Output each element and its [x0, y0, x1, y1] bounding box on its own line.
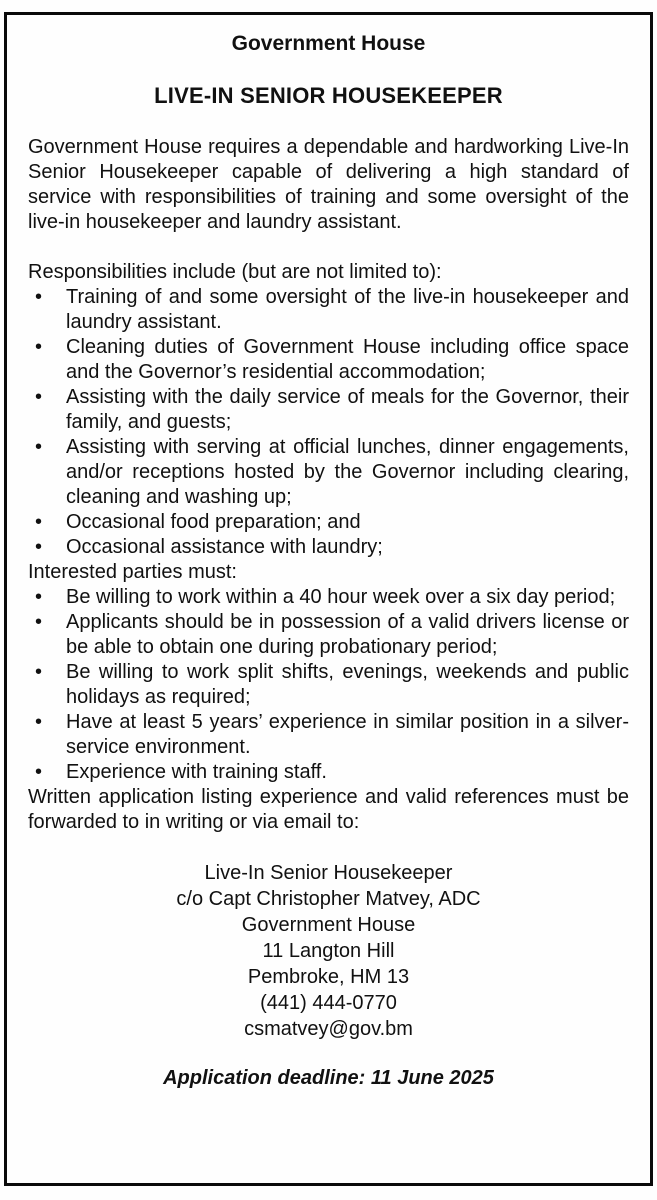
requirements-list [28, 585, 629, 785]
responsibility-item: • Assisting with serving at official lunches, dinner engagements, and/or receptions hosted by the Governor including clearing, cleaning and washing up; [28, 435, 629, 510]
requirements-heading: Interested parties must: [28, 561, 237, 583]
contact-line: (441) 444-0770 [260, 992, 397, 1014]
contact-line: c/o Capt Christopher Matvey, ADC [176, 888, 481, 910]
responsibility-item: • Occasional assistance with laundry; [28, 535, 629, 560]
responsibility-item: • Training of and some oversight of the live-in housekeeper and laundry assistant. [28, 285, 629, 335]
contact-line: Pembroke, HM 13 [247, 966, 410, 988]
responsibilities-list [28, 285, 629, 560]
requirement-item: • Have at least 5 years’ experience in similar position in a silver-service environment. [28, 710, 629, 760]
org-name: Government House [231, 32, 426, 55]
contact-line: csmatvey@gov.bm [244, 1018, 413, 1040]
requirement-item: • Experience with training staff. [28, 760, 629, 785]
contact-line: Live-In Senior Housekeeper [204, 862, 453, 884]
responsibilities-heading: Responsibilities include (but are not limited to): [28, 261, 442, 283]
contact-line: Government House [241, 914, 416, 936]
responsibility-item: • Assisting with the daily service of meals for the Governor, their family, and guests; [28, 385, 629, 435]
responsibility-item: • Occasional food preparation; and [28, 510, 629, 535]
contact-line: 11 Langton Hill [262, 940, 395, 962]
application-instructions: Written application listing experience and valid references must be forwarded to in writing or via email to: [28, 786, 629, 833]
contact-block [28, 860, 629, 1042]
application-deadline: Application deadline: 11 June 2025 [163, 1067, 494, 1089]
job-ad-box [4, 12, 653, 1186]
responsibility-item: • Cleaning duties of Government House including office space and the Governor’s residential accommodation; [28, 335, 629, 385]
requirement-item: • Be willing to work within a 40 hour week over a six day period; [28, 585, 629, 610]
requirement-item: • Be willing to work split shifts, evenings, weekends and public holidays as required; [28, 660, 629, 710]
intro-paragraph: Government House requires a dependable and hardworking Live-In Senior Housekeeper capable of delivering a high standard of service with responsibilities of training and some oversight of the live-in housekeeper and laundry assistant. [28, 136, 629, 233]
requirement-item: • Applicants should be in possession of a valid drivers license or be able to obtain one during probationary period; [28, 610, 629, 660]
job-title: LIVE-IN SENIOR HOUSEKEEPER [154, 83, 503, 108]
